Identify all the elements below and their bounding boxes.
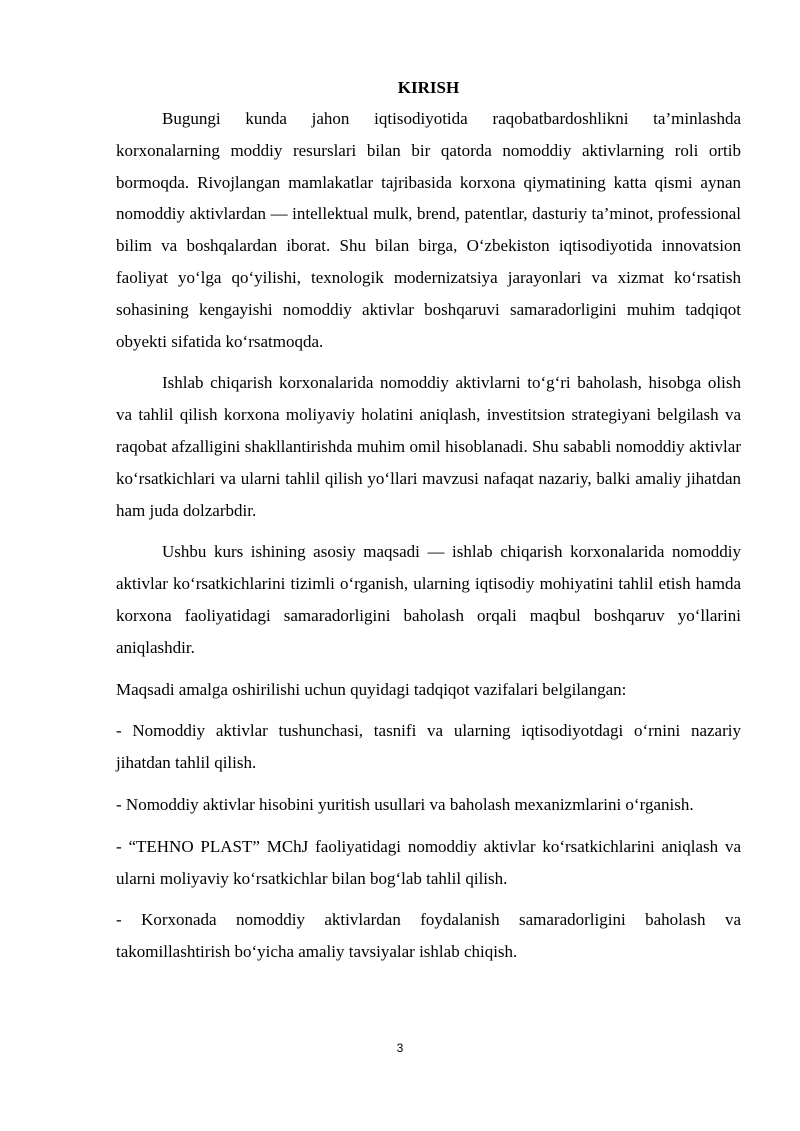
- task-item-1: - Nomoddiy aktivlar tushunchasi, tasnifi va ularning iqtisodiyotdagi o‘rnini nazariy jihatdan tahlil qilish.: [116, 721, 741, 773]
- task-item-3: - “TEHNO PLAST” MChJ faoliyatidagi nomoddiy aktivlar ko‘rsatkichlarini aniqlash va ularni moliyaviy ko‘rsatkichlar bilan bog‘lab tahlil qilish.: [116, 836, 741, 888]
- intro-paragraph-1: Bugungi kunda jahon iqtisodiyotida raqobatbardoshlikni ta’minlashda korxonalarning moddiy resurslari bilan bir qatorda nomoddiy aktivlarning roli ortib bormoqda. Rivojlangan mamlakatlar tajribasida korxona qiymatining katta qismi aynan nomoddiy aktivlardan — intellektual mulk, brend, patentlar, dasturiy ta’minot, professional bilim va boshqalardan iborat. Shu bilan birga, O‘zbekiston iqtisodiyotida innovatsion faoliyat yo‘lga qo‘yilishi, texnologik modernizatsiya jarayonlari va xizmat ko‘rsatish sohasining kengayishi nomoddiy aktivlar boshqaruvi samaradorligini muhim tadqiqot obyekti sifatida ko‘rsatmoqda.: [116, 109, 741, 351]
- intro-paragraph-3: Ushbu kurs ishining asosiy maqsadi — ishlab chiqarish korxonalarida nomoddiy aktivlar ko‘rsatkichlarini tizimli o‘rganish, ularning iqtisodiy mohiyatini tahlil etish hamda korxona faoliyatidagi samaradorligini baholash orqali maqbul boshqaruv yo‘llarini aniqlashdir.: [116, 542, 741, 657]
- tasks-intro: Maqsadi amalga oshirilishi uchun quyidagi tadqiqot vazifalari belgilangan:: [116, 679, 627, 699]
- task-item-2: - Nomoddiy aktivlar hisobini yuritish usullari va baholash mexanizmlarini o‘rganish.: [116, 794, 694, 814]
- intro-paragraph-2: Ishlab chiqarish korxonalarida nomoddiy aktivlarni to‘g‘ri baholash, hisobga olish va tahlil qilish korxona moliyaviy holatini aniqlash, investitsion strategiyani belgilash va raqobat afzalligini shakllantirishda muhim omil hisoblanadi. Shu sababli nomoddiy aktivlar ko‘rsatkichlari va ularni tahlil qilish yo‘llari mavzusi nafaqat nazariy, balki amaliy jihatdan ham juda dolzarbdir.: [116, 373, 741, 520]
- page-number: 3: [396, 1041, 404, 1055]
- section-title: KIRISH: [397, 78, 460, 97]
- document-page: [116, 72, 741, 978]
- task-item-4: - Korxonada nomoddiy aktivlardan foydalanish samaradorligini baholash va takomillashtirish bo‘yicha amaliy tavsiyalar ishlab chiqish.: [116, 910, 741, 962]
